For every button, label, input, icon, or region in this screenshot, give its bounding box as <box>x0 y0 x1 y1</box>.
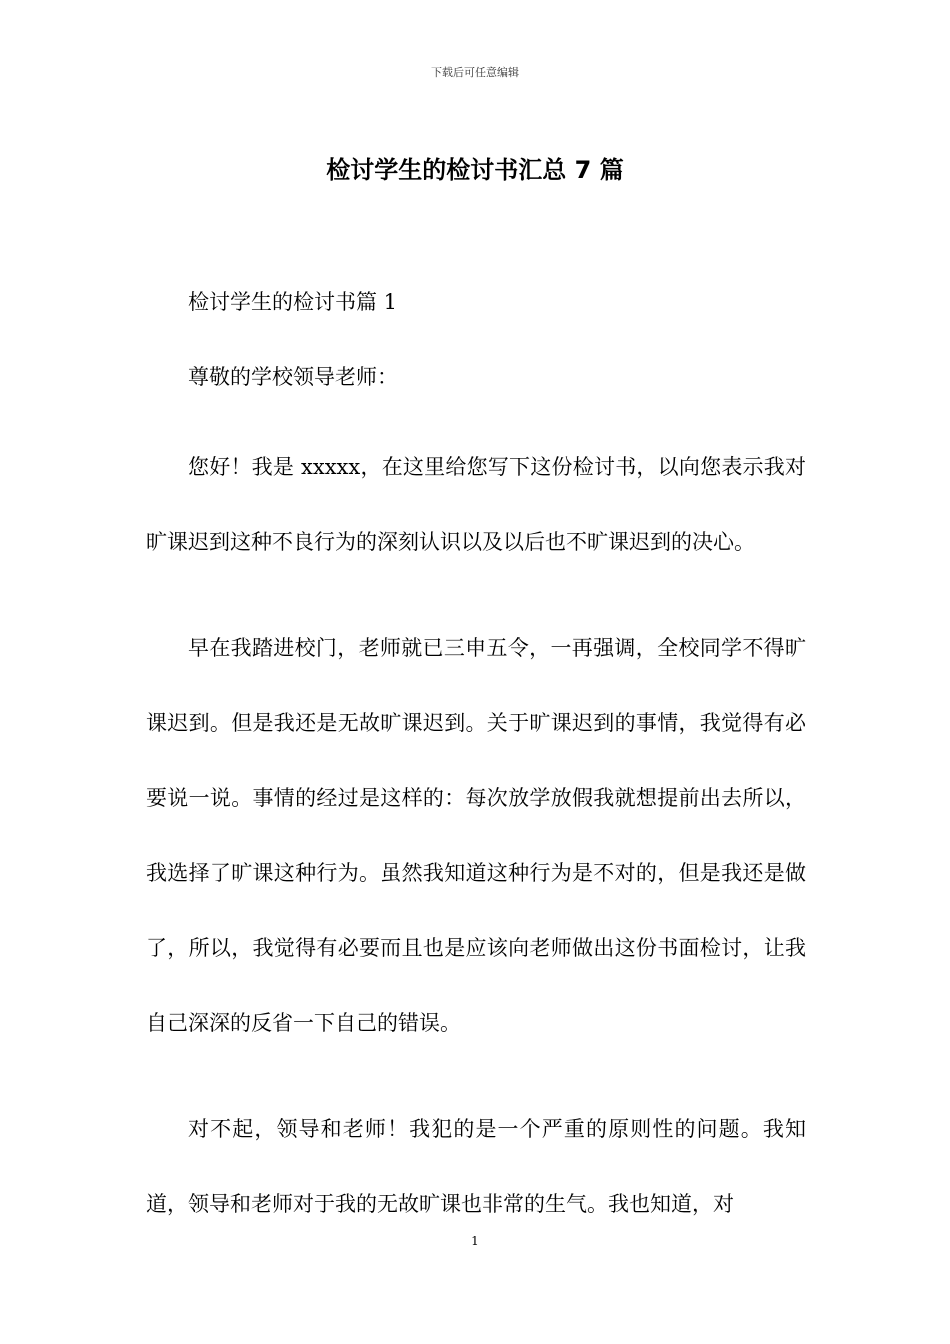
page-number: 1 <box>471 1234 479 1248</box>
section-heading: 检讨学生的检讨书篇 1 <box>188 290 398 314</box>
document-title: 检讨学生的检讨书汇总 7 篇 <box>326 156 624 184</box>
body-paragraph: 早在我踏进校门，老师就已三申五令，一再强调，全校同学不得旷课迟到。但是我还是无故旷课迟到。关于旷课迟到的事情，我觉得有必要说一说。事情的经过是这样的：每次放学放假我就想提前出去所以，我选择了旷课这种行为。虽然我知道这种行为是不对的，但是我还是做了，所以，我觉得有必要而且也是应该向老师做出这份书面检讨，让我自己深深的反省一下自己的错误。 <box>146 636 806 1035</box>
body-paragraph: 您好！我是 xxxxx，在这里给您写下这份检讨书，以向您表示我对旷课迟到这种不良行为的深刻认识以及以后也不旷课迟到的决心。 <box>146 455 806 554</box>
body-paragraph: 对不起，领导和老师！我犯的是一个严重的原则性的问题。我知道，领导和老师对于我的无故旷课也非常的生气。我也知道，对 <box>146 1117 806 1216</box>
page-header-note: 下载后可任意编辑 <box>431 66 519 79</box>
salutation: 尊敬的学校领导老师： <box>188 365 398 389</box>
document-body <box>146 280 806 1273</box>
